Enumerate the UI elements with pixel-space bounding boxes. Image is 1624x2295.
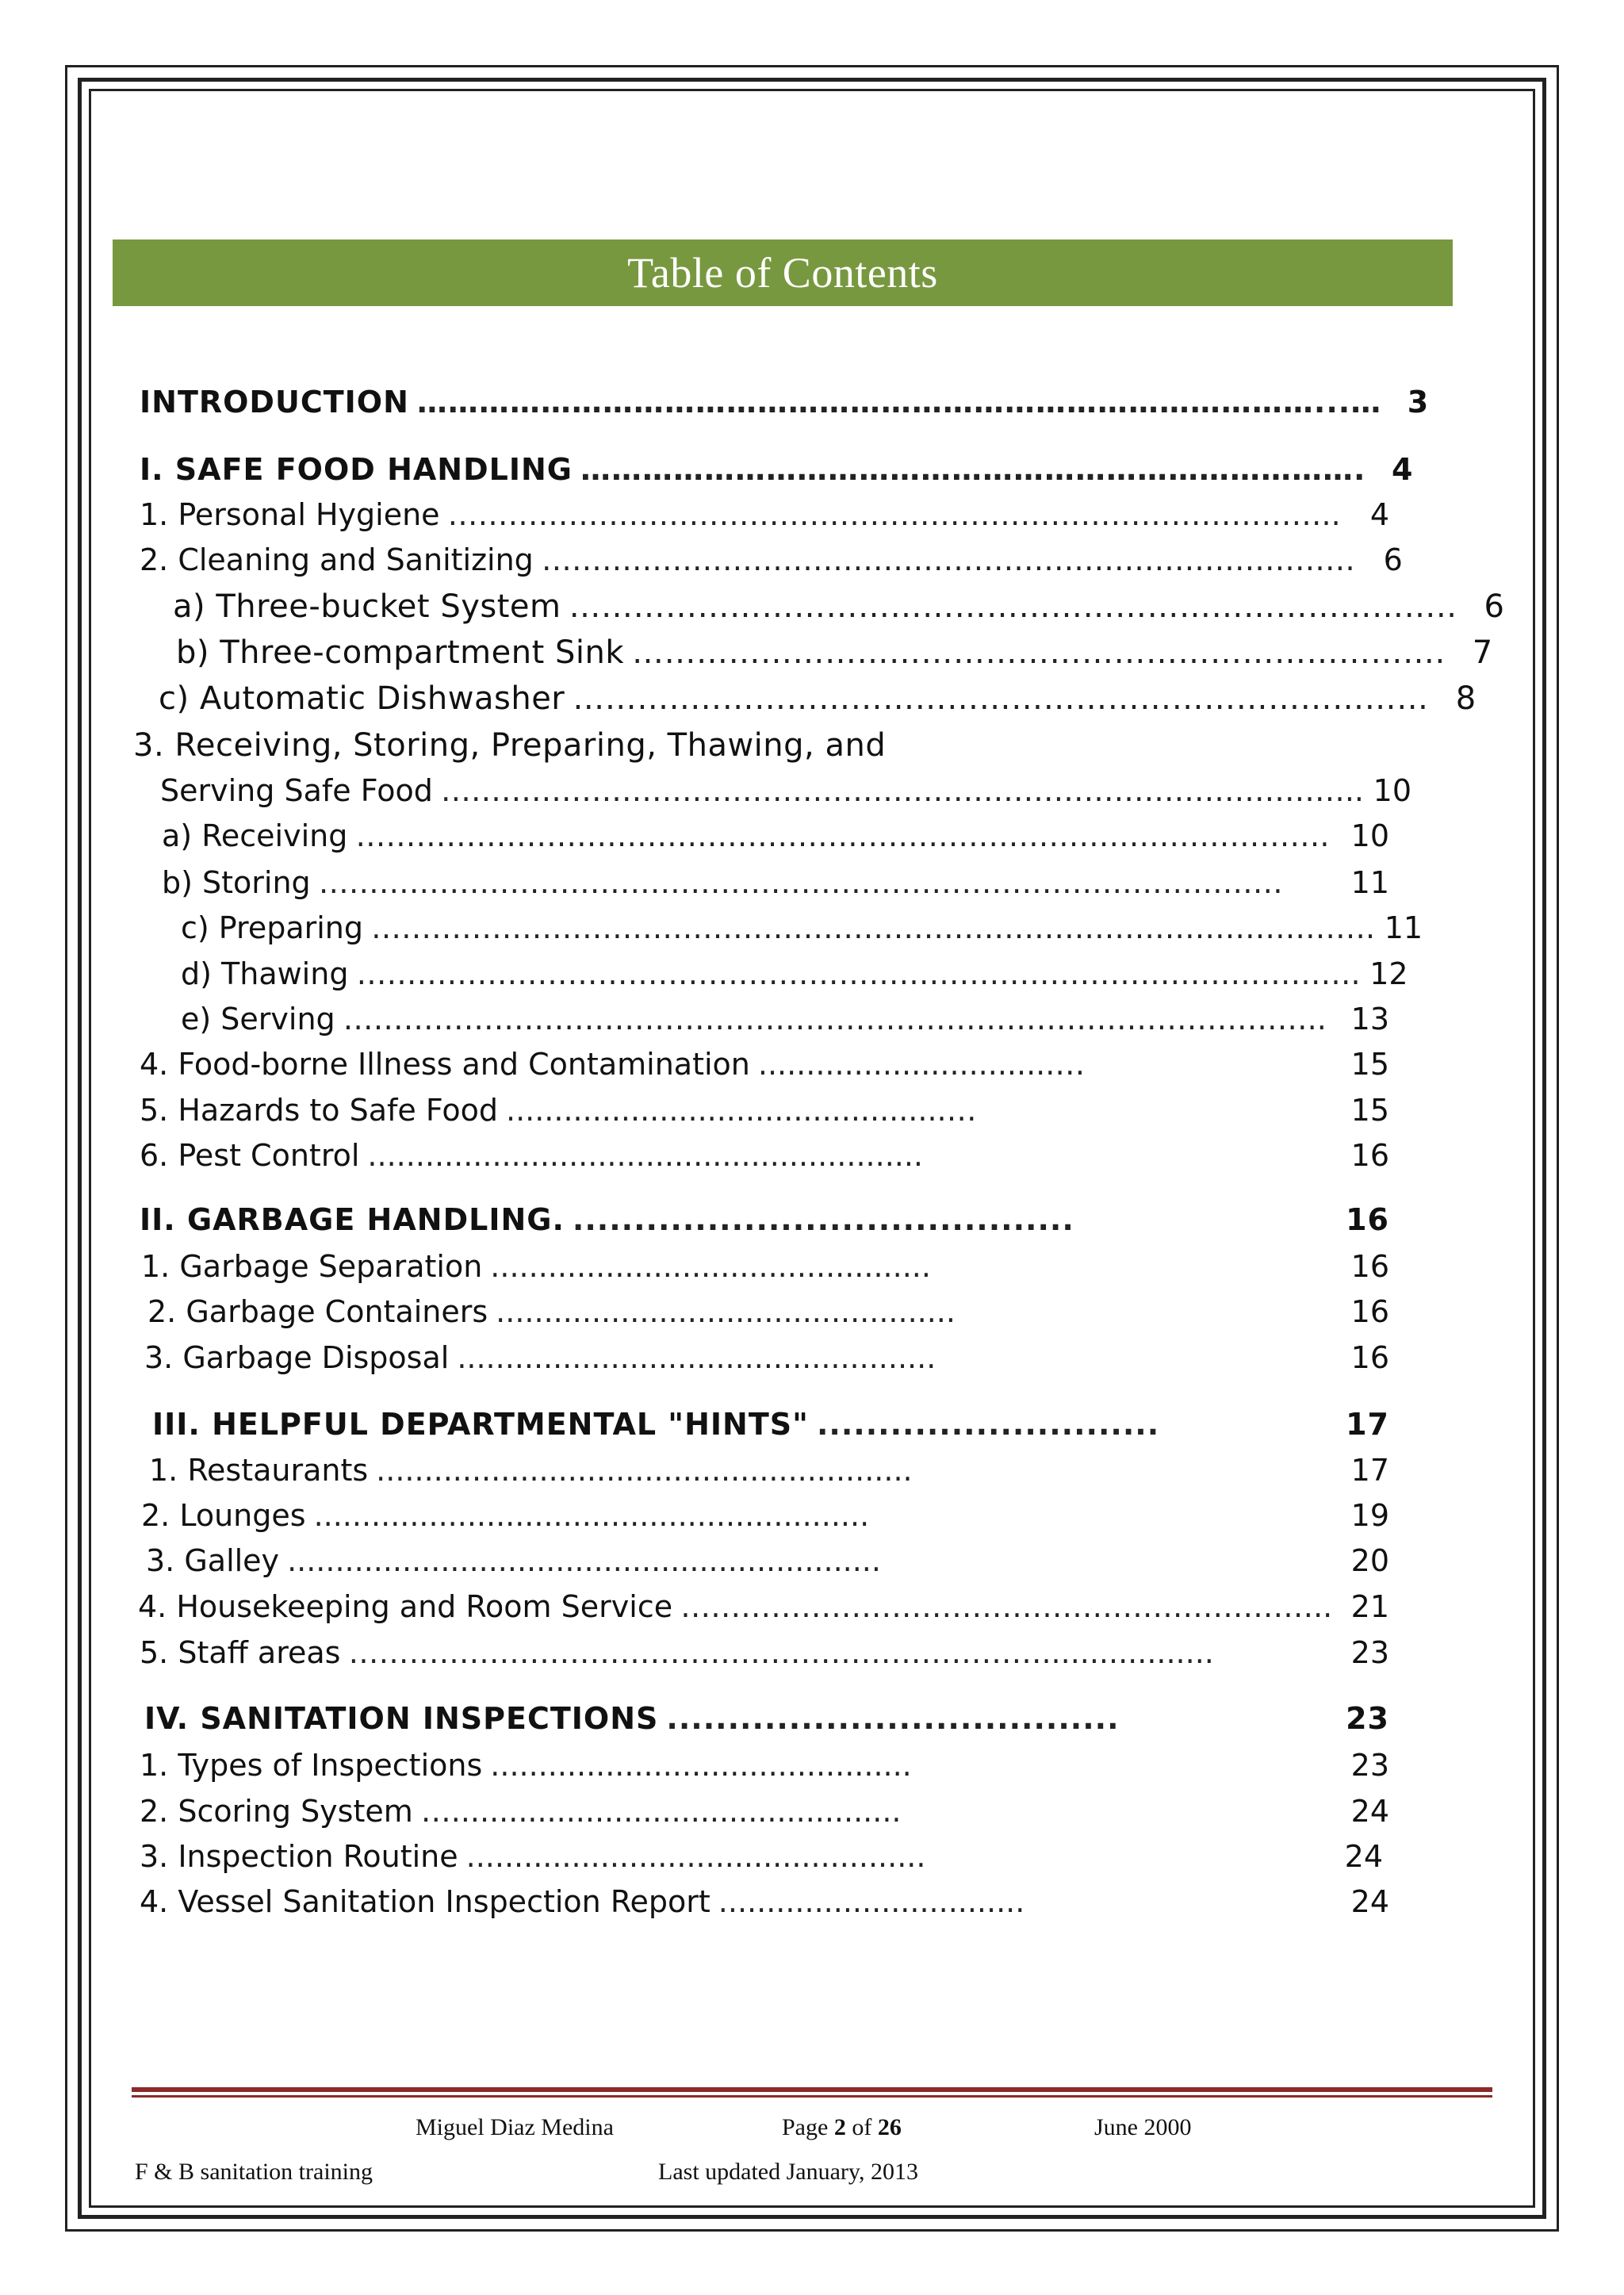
toc-entry-leader: ........................................................ [376,1453,913,1488]
toc-entry-leader: …………………………………………………………………………….. [447,497,1341,532]
toc-entry-page: 23 [1346,1701,1389,1736]
toc-entry-label: 1. Personal Hygiene [140,497,440,532]
toc-entry-leader: ................................................ [496,1294,956,1329]
toc-entry[interactable] [160,773,1411,819]
toc-entry-leader: ................................ [718,1884,1025,1919]
toc-entry-leader: …………………………………………………………………. [580,452,1366,487]
footer-course: F & B sanitation training [135,2159,373,2185]
toc-entry-leader: …………………………………………………………………………………… [318,865,1283,900]
toc-entry-page: 6 [1484,588,1505,625]
toc-entry-label: 4. Food-borne Illness and Contamination [140,1047,750,1082]
toc-entry-label: 3. Receiving, Storing, Preparing, Thawing, and [133,727,887,764]
toc-entry[interactable] [140,1794,1389,1840]
toc-entry-page: 7 [1472,634,1493,671]
toc-entry[interactable] [181,910,1423,956]
toc-entry-label: INTRODUCTION [140,385,409,420]
toc-entry-label: 3. Inspection Routine [140,1839,458,1874]
footer-page-of: of [845,2114,878,2140]
toc-entry-label: c) Automatic Dishwasher [159,680,565,717]
toc-entry-leader: ............................................ [490,1748,912,1783]
toc-entry[interactable] [140,452,1414,498]
footer-rule-thick [132,2087,1492,2092]
toc-entry-page: 16 [1350,1294,1389,1329]
toc-entry-label: 1. Garbage Separation [141,1249,483,1284]
toc-entry-page: 16 [1350,1138,1389,1173]
toc-entry-label: IV. SANITATION INSPECTIONS [144,1701,659,1736]
toc-entry[interactable] [173,588,1505,634]
toc-entry-leader: …………………………………………………………………………………….. [343,1002,1327,1036]
footer-page-number [782,2114,902,2141]
toc-entry-leader: ………..…………………………………………………………… [573,680,1429,717]
toc-entry-page: 12 [1369,956,1408,991]
toc-entry-leader: ………………………………………………………………………………………. [371,910,1376,945]
toc-entry-leader: .......................................................... [367,1138,924,1173]
toc-entry-page: 24 [1344,1839,1383,1874]
toc-entry[interactable] [133,727,1389,773]
toc-entry-label: 2. Garbage Containers [147,1294,488,1329]
toc-entry-label: 4. Housekeeping and Room Service [138,1589,673,1624]
toc-entry-leader: …............................................... [420,1794,902,1829]
toc-entry-page: 17 [1346,1407,1389,1442]
toc-entry[interactable] [140,1047,1389,1093]
toc-entry-page: 11 [1384,910,1423,945]
toc-entry-leader: ……………………………………………………….. [680,1589,1333,1624]
toc-entry-leader: ……………………………………………………………………….. [569,588,1457,625]
toc-entry-leader: ……………………………………………………………………………...… [416,385,1382,420]
toc-entry-leader: ..................................... [666,1701,1120,1736]
toc-entry-label: a) Receiving [162,818,348,853]
toc-entry-leader: .............................................................. [287,1543,881,1578]
toc-entry-label: b) Three-compartment Sink [176,634,625,671]
toc-entry-label: 3. Garbage Disposal [144,1340,450,1375]
toc-entry[interactable] [176,634,1493,680]
toc-entry-page: 13 [1350,1002,1389,1036]
toc-entry[interactable] [140,1839,1383,1885]
toc-entry[interactable] [140,1138,1389,1184]
toc-entry-leader: ......................................... [572,1202,1074,1237]
toc-entry-page: 11 [1350,865,1389,900]
toc-entry-leader: ……………………………………………………………………………….. [440,773,1364,808]
toc-entry[interactable] [149,1453,1389,1499]
toc-entry-label: 2. Lounges [141,1498,306,1533]
toc-entry-leader: ...............................… [757,1047,1086,1082]
toc-entry[interactable] [162,865,1389,911]
toc-entry-page: 24 [1350,1884,1389,1919]
toc-entry-page: 20 [1350,1543,1389,1578]
toc-entry-label: 1. Types of Inspections [140,1748,483,1783]
toc-entry-label: d) Thawing [181,956,349,991]
toc-entry[interactable] [140,542,1403,588]
toc-entry-leader: …………………………………………………………………. [632,634,1446,671]
footer-page-prefix: Page [782,2114,834,2140]
toc-entry-page: 3 [1407,385,1430,420]
toc-entry-page: 4 [1391,452,1414,487]
toc-entry-leader: ………………………………………………………………………………………. [356,956,1361,991]
toc-entry-label: III. HELPFUL DEPARTMENTAL "HINTS" [152,1407,809,1442]
toc-entry[interactable] [140,385,1430,431]
toc-entry[interactable] [140,1202,1389,1248]
toc-entry-label: 2. Scoring System [140,1794,413,1829]
toc-entry-label: 1. Restaurants [149,1453,369,1488]
toc-entry[interactable] [159,680,1477,726]
footer-date: June 2000 [1094,2114,1192,2140]
toc-entry[interactable] [140,1884,1389,1930]
toc-entry-leader: .............................................. [490,1249,931,1284]
toc-title: Table of Contents [627,249,938,297]
toc-entry[interactable] [140,497,1389,543]
toc-entry[interactable] [141,1498,1389,1544]
toc-entry-page: 8 [1455,680,1477,717]
toc-entry-page: 4 [1369,497,1389,532]
toc-entry-page: 15 [1350,1047,1389,1082]
toc-entry-page: 17 [1350,1453,1389,1488]
toc-entry[interactable] [144,1701,1389,1747]
footer-updated: Last updated January, 2013 [658,2159,918,2185]
toc-entry-label: a) Three-bucket System [173,588,561,625]
toc-entry-page: 24 [1350,1794,1389,1829]
toc-entry-leader: .................................................. [457,1340,936,1375]
toc-entry-leader: .......................................................... [313,1498,870,1533]
toc-entry-leader: ................................................ [465,1839,926,1874]
toc-entry-page: 23 [1350,1748,1389,1783]
toc-entry-page: 16 [1350,1340,1389,1375]
toc-entry[interactable] [140,1093,1389,1139]
toc-entry-label: b) Storing [162,865,311,900]
toc-entry-label: c) Preparing [181,910,364,945]
toc-entry-label: II. GARBAGE HANDLING. [140,1202,565,1237]
toc-entry[interactable] [140,1748,1389,1794]
toc-entry-page: 21 [1350,1589,1389,1624]
footer-page-current: 2 [833,2114,846,2140]
toc-entry[interactable] [138,1589,1389,1635]
toc-entry-page: 16 [1346,1202,1389,1237]
toc-entry-label: I. SAFE FOOD HANDLING [140,452,573,487]
footer-rule-thin [132,2095,1492,2098]
toc-entry-leader: …………………………………………………………….................. [348,1635,1214,1670]
toc-entry[interactable] [140,1635,1389,1681]
toc-entry-label: e) Serving [181,1002,335,1036]
toc-entry[interactable] [146,1543,1389,1589]
toc-entry-leader: ............................ [816,1407,1160,1442]
footer-page-total: 26 [877,2114,902,2140]
toc-entry-label: Serving Safe Food [160,773,433,808]
toc-entry-label: 2. Cleaning and Sanitizing [140,542,534,577]
toc-entry[interactable] [141,1249,1389,1295]
toc-entry-label: 3. Galley [146,1543,280,1578]
toc-entry-page: 15 [1350,1093,1389,1128]
toc-entry-leader: ……………………………………………………………………………………. [355,818,1330,853]
toc-entry[interactable] [181,1002,1389,1048]
toc-entry-leader: ……………………………………………………………………… [541,542,1355,577]
toc-entry-page: 23 [1350,1635,1389,1670]
toc-entry-label: 4. Vessel Sanitation Inspection Report [140,1884,710,1919]
toc-entry-label: 5. Hazards to Safe Food [140,1093,498,1128]
toc-entry[interactable] [181,956,1408,1002]
toc-entry-page: 10 [1373,773,1411,808]
toc-entry-page: 16 [1350,1249,1389,1284]
toc-entry[interactable] [152,1407,1389,1453]
toc-entry-page: 10 [1350,818,1389,853]
toc-entry-page: 6 [1383,542,1403,577]
toc-entry[interactable] [162,818,1389,864]
toc-entry[interactable] [147,1294,1389,1340]
toc-entry-label: 6. Pest Control [140,1138,360,1173]
toc-entry[interactable] [144,1340,1389,1386]
toc-entry-label: 5. Staff areas [140,1635,341,1670]
toc-entry-leader: ..............................................… [505,1093,977,1128]
toc-entry-page: 19 [1350,1498,1389,1533]
footer-author: Miguel Diaz Medina [416,2114,614,2140]
